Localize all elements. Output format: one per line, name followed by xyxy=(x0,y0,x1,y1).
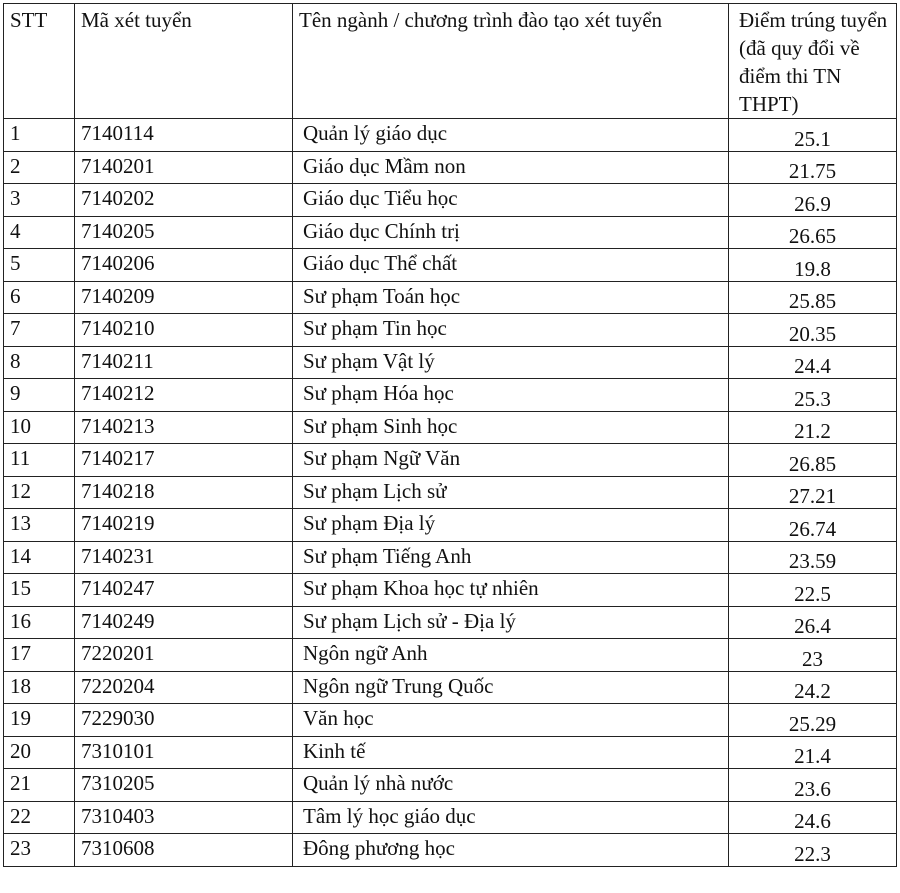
table-row xyxy=(4,216,897,249)
cell-code: 7140231 xyxy=(75,541,293,574)
cell-score: 24.6 xyxy=(729,801,897,834)
table-row xyxy=(4,704,897,737)
cell-stt: 23 xyxy=(4,834,75,867)
cell-program-name: Giáo dục Thể chất xyxy=(293,249,729,282)
cell-score: 23.59 xyxy=(729,541,897,574)
cell-stt: 9 xyxy=(4,379,75,412)
header-program-name: Tên ngành / chương trình đào tạo xét tuyển xyxy=(293,4,729,119)
cell-program-name: Sư phạm Sinh học xyxy=(293,411,729,444)
cell-stt: 7 xyxy=(4,314,75,347)
table-row xyxy=(4,444,897,477)
cell-score: 24.4 xyxy=(729,346,897,379)
cell-code: 7140201 xyxy=(75,151,293,184)
cell-code: 7140218 xyxy=(75,476,293,509)
cell-code: 7140211 xyxy=(75,346,293,379)
cell-code: 7310101 xyxy=(75,736,293,769)
cell-stt: 11 xyxy=(4,444,75,477)
cell-program-name: Sư phạm Khoa học tự nhiên xyxy=(293,574,729,607)
cell-code: 7140212 xyxy=(75,379,293,412)
cell-stt: 21 xyxy=(4,769,75,802)
cell-score: 26.4 xyxy=(729,606,897,639)
cell-program-name: Sư phạm Lịch sử - Địa lý xyxy=(293,606,729,639)
header-stt: STT xyxy=(4,4,75,119)
cell-program-name: Ngôn ngữ Trung Quốc xyxy=(293,671,729,704)
cell-score: 27.21 xyxy=(729,476,897,509)
cell-stt: 15 xyxy=(4,574,75,607)
table-row xyxy=(4,249,897,282)
cell-program-name: Kinh tế xyxy=(293,736,729,769)
cell-code: 7310205 xyxy=(75,769,293,802)
cell-stt: 3 xyxy=(4,184,75,217)
cell-code: 7140114 xyxy=(75,119,293,152)
cell-code: 7140202 xyxy=(75,184,293,217)
cell-score: 25.29 xyxy=(729,704,897,737)
cell-program-name: Giáo dục Chính trị xyxy=(293,216,729,249)
cell-code: 7220204 xyxy=(75,671,293,704)
cell-stt: 16 xyxy=(4,606,75,639)
cell-score: 21.2 xyxy=(729,411,897,444)
cell-score: 25.85 xyxy=(729,281,897,314)
cell-score: 25.3 xyxy=(729,379,897,412)
cell-code: 7140213 xyxy=(75,411,293,444)
cell-program-name: Sư phạm Tiếng Anh xyxy=(293,541,729,574)
cell-code: 7140249 xyxy=(75,606,293,639)
cell-code: 7140206 xyxy=(75,249,293,282)
cell-stt: 22 xyxy=(4,801,75,834)
cell-code: 7140205 xyxy=(75,216,293,249)
table-row xyxy=(4,541,897,574)
cell-program-name: Sư phạm Hóa học xyxy=(293,379,729,412)
cell-program-name: Đông phương học xyxy=(293,834,729,867)
table-row xyxy=(4,379,897,412)
table-row xyxy=(4,281,897,314)
cell-code: 7140209 xyxy=(75,281,293,314)
cell-score: 22.5 xyxy=(729,574,897,607)
admission-scores-table xyxy=(3,3,897,867)
cell-program-name: Sư phạm Ngữ Văn xyxy=(293,444,729,477)
header-score: Điểm trúng tuyển (đã quy đổi về điểm thi TN THPT) xyxy=(729,4,897,119)
cell-code: 7140247 xyxy=(75,574,293,607)
cell-score: 26.85 xyxy=(729,444,897,477)
cell-program-name: Sư phạm Lịch sử xyxy=(293,476,729,509)
table-row xyxy=(4,346,897,379)
cell-stt: 4 xyxy=(4,216,75,249)
cell-stt: 6 xyxy=(4,281,75,314)
table-body xyxy=(4,119,897,867)
cell-score: 21.75 xyxy=(729,151,897,184)
table-row xyxy=(4,639,897,672)
cell-program-name: Giáo dục Tiểu học xyxy=(293,184,729,217)
cell-code: 7220201 xyxy=(75,639,293,672)
table-row xyxy=(4,476,897,509)
cell-code: 7229030 xyxy=(75,704,293,737)
cell-stt: 13 xyxy=(4,509,75,542)
table-row xyxy=(4,671,897,704)
cell-stt: 1 xyxy=(4,119,75,152)
cell-stt: 2 xyxy=(4,151,75,184)
table-row xyxy=(4,834,897,867)
cell-score: 19.8 xyxy=(729,249,897,282)
cell-code: 7140217 xyxy=(75,444,293,477)
table-row xyxy=(4,801,897,834)
cell-program-name: Sư phạm Vật lý xyxy=(293,346,729,379)
cell-stt: 19 xyxy=(4,704,75,737)
table-row xyxy=(4,314,897,347)
cell-stt: 18 xyxy=(4,671,75,704)
table-header xyxy=(4,4,897,119)
cell-program-name: Sư phạm Tin học xyxy=(293,314,729,347)
table-row xyxy=(4,736,897,769)
cell-stt: 14 xyxy=(4,541,75,574)
cell-score: 26.9 xyxy=(729,184,897,217)
cell-score: 24.2 xyxy=(729,671,897,704)
cell-score: 23 xyxy=(729,639,897,672)
cell-code: 7140219 xyxy=(75,509,293,542)
cell-score: 26.65 xyxy=(729,216,897,249)
cell-program-name: Văn học xyxy=(293,704,729,737)
cell-program-name: Tâm lý học giáo dục xyxy=(293,801,729,834)
header-row xyxy=(4,4,897,119)
cell-score: 25.1 xyxy=(729,119,897,152)
cell-stt: 20 xyxy=(4,736,75,769)
cell-score: 22.3 xyxy=(729,834,897,867)
table-row xyxy=(4,574,897,607)
cell-program-name: Sư phạm Toán học xyxy=(293,281,729,314)
header-code: Mã xét tuyển xyxy=(75,4,293,119)
cell-stt: 8 xyxy=(4,346,75,379)
cell-program-name: Quản lý nhà nước xyxy=(293,769,729,802)
cell-program-name: Sư phạm Địa lý xyxy=(293,509,729,542)
cell-program-name: Quản lý giáo dục xyxy=(293,119,729,152)
cell-program-name: Giáo dục Mầm non xyxy=(293,151,729,184)
table-row xyxy=(4,509,897,542)
cell-code: 7310608 xyxy=(75,834,293,867)
cell-stt: 10 xyxy=(4,411,75,444)
cell-stt: 12 xyxy=(4,476,75,509)
table-row xyxy=(4,411,897,444)
table-row xyxy=(4,769,897,802)
cell-code: 7310403 xyxy=(75,801,293,834)
table-row xyxy=(4,184,897,217)
cell-stt: 17 xyxy=(4,639,75,672)
cell-code: 7140210 xyxy=(75,314,293,347)
cell-score: 21.4 xyxy=(729,736,897,769)
cell-score: 23.6 xyxy=(729,769,897,802)
table-row xyxy=(4,119,897,152)
cell-stt: 5 xyxy=(4,249,75,282)
cell-program-name: Ngôn ngữ Anh xyxy=(293,639,729,672)
cell-score: 20.35 xyxy=(729,314,897,347)
table-row xyxy=(4,606,897,639)
cell-score: 26.74 xyxy=(729,509,897,542)
table-row xyxy=(4,151,897,184)
